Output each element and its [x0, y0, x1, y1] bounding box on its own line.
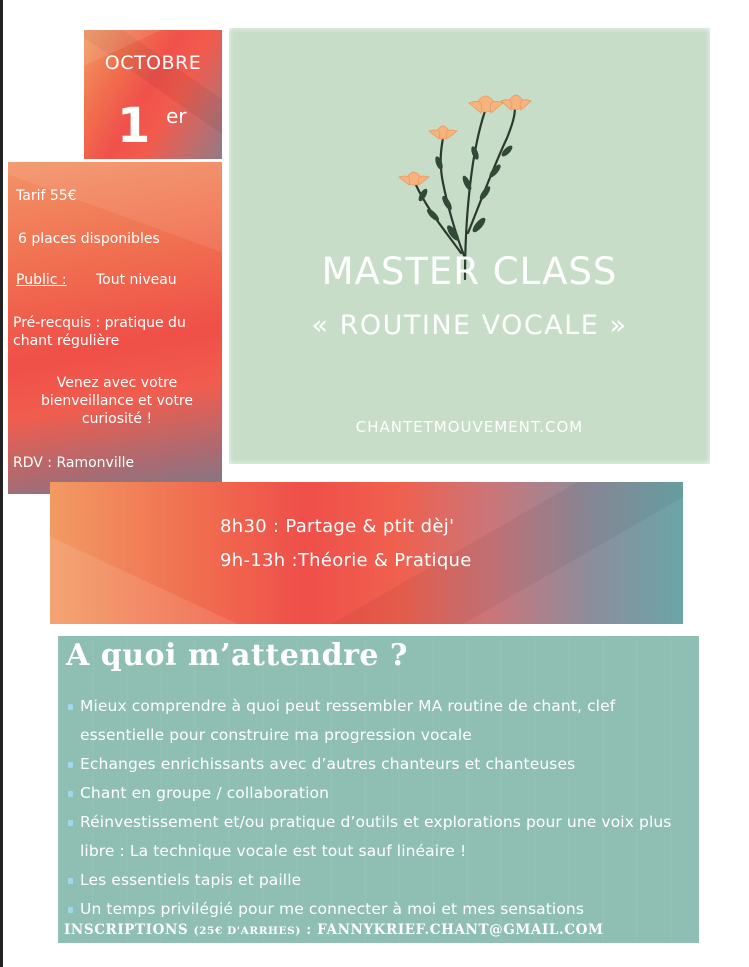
date-day-suffix: er [166, 104, 187, 128]
masterclass-subtitle: « ROUTINE VOCALE » [311, 310, 628, 341]
list-item [68, 779, 693, 808]
expectations-list [68, 692, 693, 924]
bullet-icon [68, 762, 73, 768]
date-month: OCTOBRE [104, 52, 202, 74]
list-item-text: Réinvestissement et/ou pratique d’outils et explorations pour une voix plus libre : La technique vocale est tout sauf linéaire ! [80, 813, 672, 860]
tarif-text: Tarif 55€ [16, 188, 77, 204]
list-item-text: Mieux comprendre à quoi peut ressembler MA routine de chant, clef essentielle pour construire ma progression vocale [80, 697, 616, 744]
list-item [68, 692, 693, 750]
venez-text: Venez avec votre bienveillance et votre curiosité ! [41, 375, 193, 427]
masterclass-panel [229, 28, 710, 464]
public-value: Tout niveau [96, 272, 177, 288]
bullet-icon [68, 878, 73, 884]
schedule-line-1: 8h30 : Partage & ptit dèj' [220, 516, 455, 537]
prerequis-text: Pré-recquis : pratique du chant régulière [13, 315, 186, 349]
expectations-title: A quoi m’attendre ? [66, 638, 408, 673]
list-item [68, 866, 693, 895]
list-item [68, 808, 693, 866]
masterclass-title: MASTER CLASS [321, 250, 618, 293]
list-item [68, 895, 693, 924]
rdv-text: RDV : Ramonville [13, 455, 135, 471]
bullet-icon [68, 704, 73, 710]
bullet-icon [68, 820, 73, 826]
public-row [16, 271, 216, 289]
list-item-text: Les essentiels tapis et paille [80, 871, 302, 889]
places-text: 6 places disponibles [18, 231, 160, 247]
date-day: 1 [117, 98, 151, 154]
schedule-band [50, 482, 683, 624]
schedule-line-2: 9h-13h :Théorie & Pratique [220, 550, 472, 571]
list-item-text: Chant en groupe / collaboration [80, 784, 329, 802]
public-label: Public : [16, 272, 67, 288]
date-box [84, 30, 222, 165]
inscriptions-label: INSCRIPTIONS [64, 922, 189, 938]
list-item [68, 750, 693, 779]
left-edge-line [0, 0, 3, 967]
expectations-panel [58, 636, 699, 943]
bullet-icon [68, 907, 73, 913]
website-text: CHANTETMOUVEMENT.COM [355, 418, 584, 436]
bullet-icon [68, 791, 73, 797]
info-box [8, 162, 222, 494]
list-item-text: Un temps privilégié pour me connecter à moi et mes sensations [80, 900, 585, 918]
list-item-text: Echanges enrichissants avec d’autres chanteurs et chanteuses [80, 755, 576, 773]
inscriptions-line [64, 922, 604, 938]
inscriptions-contact[interactable]: : FANNYKRIEF.CHANT@GMAIL.COM [306, 922, 604, 938]
inscriptions-note: (25€ D'ARRHES) [193, 925, 301, 937]
